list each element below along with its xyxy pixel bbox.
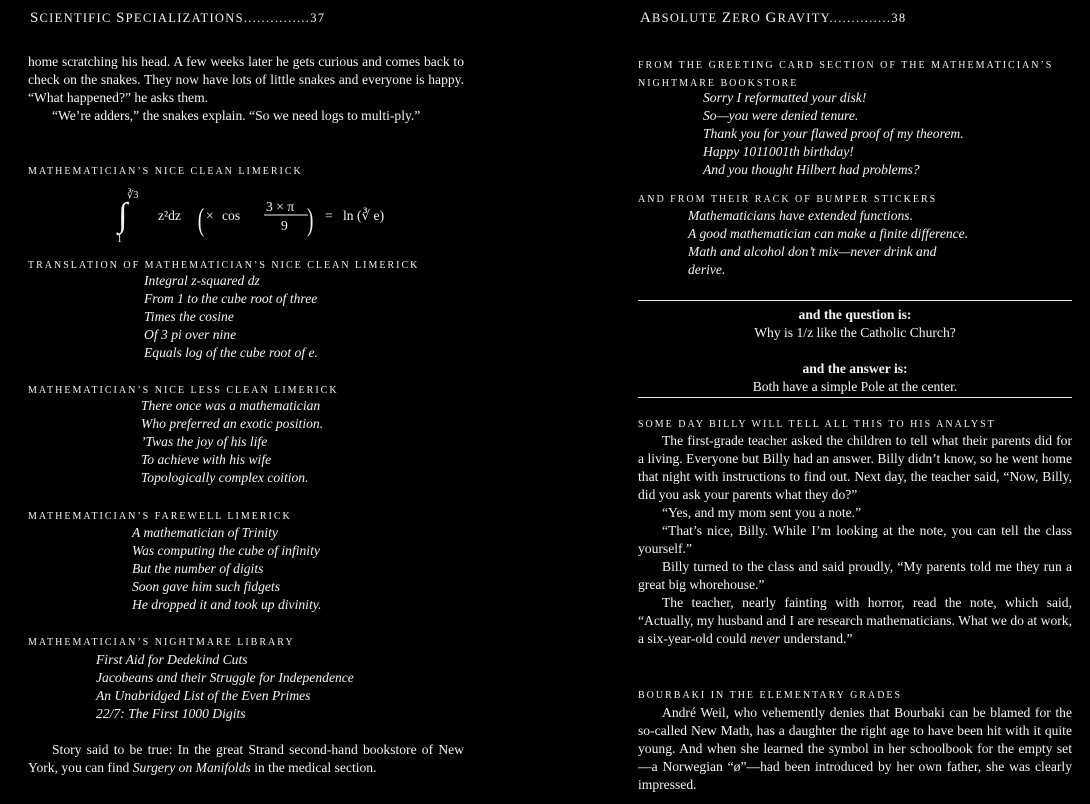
formula-paren-open: ( [197, 200, 205, 238]
formula-numerator: 3 × π [266, 199, 295, 214]
bumper-stickers-list: Mathematicians have extended functions. A good mathematician can make a finite difference. Math and alcohol don’t mix—never drink and derive. [688, 208, 969, 277]
bourbaki-paragraph: André Weil, who vehemently denies that Bourbaki can be blamed for the so-called New Math, has a daughter the right age to have been hit with it quite young. And when she learned the symbol in her schoolbook for the empty set—a Norwegian “ø”—had been introduced by her own father, she was clearly impressed. [638, 705, 1072, 792]
answer-block: and the answer is: Both have a simple Pole at the center. [752, 361, 958, 394]
formula-times: × [206, 208, 214, 223]
formula-rhs: ln (∛ e) [343, 208, 385, 223]
left-page [28, 0, 464, 804]
limerick-formula [117, 186, 424, 245]
formula-upper-limit: ∛3 [127, 190, 139, 201]
bumper-stickers-heading: AND FROM THEIR RACK OF BUMPER STICKERS [638, 194, 938, 205]
greeting-card-list: Sorry I reformatted your disk! So—you were denied tenure. Thank you for your flawed proof of my theorem. Happy 1011001th birthday! And you thought Hilbert had problems? [703, 90, 964, 177]
bourbaki-heading: BOURBAKI IN THE ELEMENTARY GRADES [638, 690, 903, 701]
formula-denominator: 9 [281, 218, 288, 233]
less-clean-limerick-verse: There once was a mathematician Who preferred an exotic position. ’Twas the joy of his life To achieve with his wife Topologically complex coition. [141, 398, 324, 485]
snakes-paragraph: home scratching his head. A few weeks later he gets curious and comes back to check on the snakes. They now have lots of little snakes and everyone is happy. “What happened?” he asks them. “We’re adders,” the snakes explain. “So we need logs to multi-ply.” [28, 54, 464, 123]
library-heading: MATHEMATICIAN’S NIGHTMARE LIBRARY [28, 637, 295, 648]
integral-sign: ∫ [118, 197, 128, 234]
running-head-left: SCIENTIFIC SPECIALIZATIONS...............37 [30, 10, 326, 26]
greeting-card-heading: FROM THE GREETING CARD SECTION OF THE MATHEMATICIAN’S NIGHTMARE BOOKSTORE [638, 60, 1054, 89]
divider-top [638, 300, 1072, 301]
running-head-right: ABSOLUTE ZERO GRAVITY..............38 [640, 10, 907, 26]
divider-bottom [638, 397, 1072, 398]
formula-z2dz: z²dz [158, 208, 181, 223]
formula-lower-limit: 1 [117, 234, 122, 245]
billy-heading: SOME DAY BILLY WILL TELL ALL THIS TO HIS ANALYST [638, 419, 996, 430]
translation-heading: TRANSLATION OF MATHEMATICIAN’S NICE CLEAN LIMERICK [28, 260, 420, 271]
less-clean-limerick-heading: MATHEMATICIAN’S NICE LESS CLEAN LIMERICK [28, 385, 339, 396]
library-list: First Aid for Dedekind Cuts Jacobeans and their Struggle for Independence An Unabridged List of the Even Primes 22/7: The First 1000 Digits [96, 652, 354, 721]
limerick-heading: MATHEMATICIAN’S NICE CLEAN LIMERICK [28, 166, 303, 177]
strand-story-paragraph: Story said to be true: In the great Strand second-hand bookstore of New York, you can find Surgery on Manifolds in the medical section. [28, 742, 464, 775]
farewell-limerick-heading: MATHEMATICIAN’S FAREWELL LIMERICK [28, 511, 292, 522]
formula-paren-close: ) [307, 200, 314, 238]
question-block: and the question is: Why is 1/z like the Catholic Church? [754, 307, 956, 340]
right-page [638, 0, 1072, 804]
billy-story: The first-grade teacher asked the children to tell what their parents did for a living. Everyone but Billy had an answer. Billy didn’t know, so he went home that night with instructions to find out. Next day, the teacher said, “Now, Billy, did you ask your parents what they do?” “Yes, and my mom sent you a note.” “That’s nice, Billy. While I’m looking at the note, you can tell the class yourself.” Billy turned to the class and said proudly, “My parents told me they run a great big whorehouse.” The teacher, nearly fainting with horror, read the note, which said, “Actually, my husband and I are research mathematicians. What we do at work, a six-year-old could never understand.” [638, 433, 1072, 646]
formula-cos: cos [222, 208, 241, 223]
farewell-limerick-verse: A mathematician of Trinity Was computing the cube of infinity But the number of digits Soon gave him such fidgets He dropped it and took up divinity. [132, 525, 322, 612]
formula-equals: = [325, 208, 333, 223]
translation-verse: Integral z-squared dz From 1 to the cube root of three Times the cosine Of 3 pi over nine Equals log of the cube root of e. [144, 273, 318, 360]
